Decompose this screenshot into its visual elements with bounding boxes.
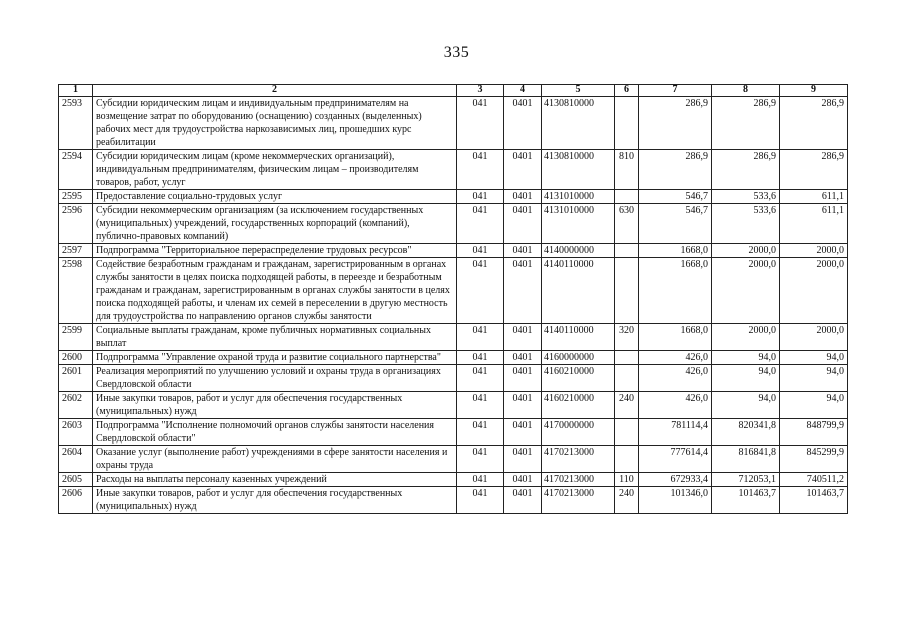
row-name-cell: Субсидии юридическим лицам и индивидуальным предпринимателям на возмещение затрат по оборудованию (оснащению) созданных (выделенных) рабочих мест для трудоустройства наркозависимых лиц, прошедших курс реабилитации — [93, 97, 457, 150]
budget-table — [58, 84, 848, 514]
amount-col7-cell: 1668,0 — [639, 258, 712, 324]
amount-col7-cell: 1668,0 — [639, 324, 712, 351]
amount-col9-cell: 94,0 — [780, 351, 848, 365]
expense-type-cell — [615, 419, 639, 446]
amount-col8-cell: 94,0 — [712, 365, 780, 392]
target-article-cell: 4140110000 — [542, 258, 615, 324]
ministry-code-cell: 041 — [457, 419, 504, 446]
table-header — [59, 85, 848, 97]
ministry-code-cell: 041 — [457, 324, 504, 351]
header-cell-6: 6 — [615, 85, 639, 97]
expense-type-cell — [615, 351, 639, 365]
header-cell-3: 3 — [457, 85, 504, 97]
amount-col9-cell: 101463,7 — [780, 487, 848, 514]
section-code-cell: 0401 — [504, 351, 542, 365]
section-code-cell: 0401 — [504, 190, 542, 204]
ministry-code-cell: 041 — [457, 392, 504, 419]
section-code-cell: 0401 — [504, 419, 542, 446]
amount-col8-cell: 533,6 — [712, 190, 780, 204]
expense-type-cell: 240 — [615, 487, 639, 514]
ministry-code-cell: 041 — [457, 258, 504, 324]
ministry-code-cell: 041 — [457, 351, 504, 365]
table-row — [59, 446, 848, 473]
row-name-cell: Субсидии некоммерческим организациям (за исключением государственных (муниципальных) учреждений, государственных корпораций (компаний), публично-правовых компаний) — [93, 204, 457, 244]
amount-col9-cell: 94,0 — [780, 365, 848, 392]
header-cell-4: 4 — [504, 85, 542, 97]
page-number: 335 — [443, 44, 470, 61]
ministry-code-cell: 041 — [457, 473, 504, 487]
target-article-cell: 4160000000 — [542, 351, 615, 365]
header-row — [59, 85, 848, 97]
amount-col7-cell: 1668,0 — [639, 244, 712, 258]
section-code-cell: 0401 — [504, 204, 542, 244]
expense-type-cell: 630 — [615, 204, 639, 244]
row-name-cell: Содействие безработным гражданам и гражданам, зарегистрированным в органах службы занятости в целях поиска подходящей работы, в переезде и безработным гражданам и гражданам, зарегистрированным в органах службы занятости в целях поиска подходящей работы, и членам их семей в переселении в другую местность для трудоустройства по направлению органов службы занятости — [93, 258, 457, 324]
table-row — [59, 473, 848, 487]
table-row — [59, 487, 848, 514]
expense-type-cell: 240 — [615, 392, 639, 419]
row-number-cell: 2601 — [59, 365, 93, 392]
row-name-cell: Подпрограмма "Территориальное перераспределение трудовых ресурсов" — [93, 244, 457, 258]
ministry-code-cell: 041 — [457, 487, 504, 514]
target-article-cell: 4160210000 — [542, 392, 615, 419]
row-name-cell: Расходы на выплаты персоналу казенных учреждений — [93, 473, 457, 487]
row-number-cell: 2597 — [59, 244, 93, 258]
row-number-cell: 2593 — [59, 97, 93, 150]
row-number-cell: 2603 — [59, 419, 93, 446]
amount-col9-cell: 286,9 — [780, 97, 848, 150]
ministry-code-cell: 041 — [457, 446, 504, 473]
amount-col7-cell: 426,0 — [639, 365, 712, 392]
amount-col8-cell: 820341,8 — [712, 419, 780, 446]
amount-col8-cell: 101463,7 — [712, 487, 780, 514]
target-article-cell: 4130810000 — [542, 97, 615, 150]
table-row — [59, 150, 848, 190]
amount-col9-cell: 848799,9 — [780, 419, 848, 446]
ministry-code-cell: 041 — [457, 244, 504, 258]
header-cell-8: 8 — [712, 85, 780, 97]
amount-col9-cell: 611,1 — [780, 190, 848, 204]
row-name-cell: Предоставление социально-трудовых услуг — [93, 190, 457, 204]
header-cell-7: 7 — [639, 85, 712, 97]
row-name-cell: Реализация мероприятий по улучшению условий и охраны труда в организациях Свердловской области — [93, 365, 457, 392]
table-row — [59, 204, 848, 244]
amount-col7-cell: 672933,4 — [639, 473, 712, 487]
target-article-cell: 4131010000 — [542, 204, 615, 244]
ministry-code-cell: 041 — [457, 150, 504, 190]
target-article-cell: 4170213000 — [542, 446, 615, 473]
row-name-cell: Социальные выплаты гражданам, кроме публичных нормативных социальных выплат — [93, 324, 457, 351]
row-name-cell: Иные закупки товаров, работ и услуг для обеспечения государственных (муниципальных) нужд — [93, 487, 457, 514]
target-article-cell: 4140000000 — [542, 244, 615, 258]
amount-col7-cell: 546,7 — [639, 204, 712, 244]
section-code-cell: 0401 — [504, 473, 542, 487]
section-code-cell: 0401 — [504, 150, 542, 190]
target-article-cell: 4170000000 — [542, 419, 615, 446]
amount-col9-cell: 2000,0 — [780, 258, 848, 324]
row-name-cell: Оказание услуг (выполнение работ) учреждениями в сфере занятости населения и охраны труда — [93, 446, 457, 473]
expense-type-cell — [615, 365, 639, 392]
amount-col8-cell: 712053,1 — [712, 473, 780, 487]
expense-type-cell: 110 — [615, 473, 639, 487]
table-row — [59, 392, 848, 419]
section-code-cell: 0401 — [504, 244, 542, 258]
row-number-cell: 2595 — [59, 190, 93, 204]
amount-col7-cell: 546,7 — [639, 190, 712, 204]
row-number-cell: 2598 — [59, 258, 93, 324]
expense-type-cell — [615, 258, 639, 324]
amount-col8-cell: 94,0 — [712, 392, 780, 419]
row-number-cell: 2602 — [59, 392, 93, 419]
row-name-cell: Субсидии юридическим лицам (кроме некоммерческих организаций), индивидуальным предпринимателям, физическим лицам – производителям товаров, работ, услуг — [93, 150, 457, 190]
table-row — [59, 351, 848, 365]
amount-col9-cell: 94,0 — [780, 392, 848, 419]
expense-type-cell — [615, 244, 639, 258]
header-cell-5: 5 — [542, 85, 615, 97]
amount-col9-cell: 286,9 — [780, 150, 848, 190]
row-name-cell: Подпрограмма "Управление охраной труда и развитие социального партнерства" — [93, 351, 457, 365]
amount-col7-cell: 426,0 — [639, 392, 712, 419]
amount-col8-cell: 2000,0 — [712, 324, 780, 351]
section-code-cell: 0401 — [504, 392, 542, 419]
table-body — [59, 97, 848, 514]
amount-col9-cell: 2000,0 — [780, 244, 848, 258]
amount-col7-cell: 286,9 — [639, 97, 712, 150]
ministry-code-cell: 041 — [457, 97, 504, 150]
target-article-cell: 4160210000 — [542, 365, 615, 392]
amount-col7-cell: 426,0 — [639, 351, 712, 365]
row-number-cell: 2600 — [59, 351, 93, 365]
row-number-cell: 2606 — [59, 487, 93, 514]
section-code-cell: 0401 — [504, 446, 542, 473]
amount-col7-cell: 101346,0 — [639, 487, 712, 514]
ministry-code-cell: 041 — [457, 204, 504, 244]
header-cell-9: 9 — [780, 85, 848, 97]
amount-col8-cell: 2000,0 — [712, 244, 780, 258]
amount-col7-cell: 286,9 — [639, 150, 712, 190]
amount-col9-cell: 845299,9 — [780, 446, 848, 473]
table-row — [59, 258, 848, 324]
ministry-code-cell: 041 — [457, 190, 504, 204]
amount-col9-cell: 611,1 — [780, 204, 848, 244]
table-row — [59, 324, 848, 351]
row-number-cell: 2594 — [59, 150, 93, 190]
amount-col7-cell: 777614,4 — [639, 446, 712, 473]
amount-col8-cell: 286,9 — [712, 150, 780, 190]
amount-col8-cell: 286,9 — [712, 97, 780, 150]
amount-col9-cell: 740511,2 — [780, 473, 848, 487]
header-cell-2: 2 — [93, 85, 457, 97]
amount-col8-cell: 94,0 — [712, 351, 780, 365]
table-row — [59, 190, 848, 204]
expense-type-cell — [615, 190, 639, 204]
expense-type-cell: 810 — [615, 150, 639, 190]
target-article-cell: 4170213000 — [542, 473, 615, 487]
table-row — [59, 97, 848, 150]
ministry-code-cell: 041 — [457, 365, 504, 392]
section-code-cell: 0401 — [504, 365, 542, 392]
amount-col8-cell: 533,6 — [712, 204, 780, 244]
table-row — [59, 244, 848, 258]
amount-col9-cell: 2000,0 — [780, 324, 848, 351]
target-article-cell: 4140110000 — [542, 324, 615, 351]
row-number-cell: 2605 — [59, 473, 93, 487]
row-number-cell: 2604 — [59, 446, 93, 473]
target-article-cell: 4130810000 — [542, 150, 615, 190]
row-number-cell: 2599 — [59, 324, 93, 351]
amount-col8-cell: 2000,0 — [712, 258, 780, 324]
row-name-cell: Иные закупки товаров, работ и услуг для обеспечения государственных (муниципальных) нужд — [93, 392, 457, 419]
header-cell-1: 1 — [59, 85, 93, 97]
target-article-cell: 4131010000 — [542, 190, 615, 204]
section-code-cell: 0401 — [504, 487, 542, 514]
section-code-cell: 0401 — [504, 258, 542, 324]
expense-type-cell — [615, 446, 639, 473]
expense-type-cell — [615, 97, 639, 150]
row-name-cell: Подпрограмма "Исполнение полномочий органов службы занятости населения Свердловской области" — [93, 419, 457, 446]
row-number-cell: 2596 — [59, 204, 93, 244]
table-row — [59, 419, 848, 446]
table-row — [59, 365, 848, 392]
target-article-cell: 4170213000 — [542, 487, 615, 514]
expense-type-cell: 320 — [615, 324, 639, 351]
section-code-cell: 0401 — [504, 97, 542, 150]
amount-col7-cell: 781114,4 — [639, 419, 712, 446]
section-code-cell: 0401 — [504, 324, 542, 351]
amount-col8-cell: 816841,8 — [712, 446, 780, 473]
